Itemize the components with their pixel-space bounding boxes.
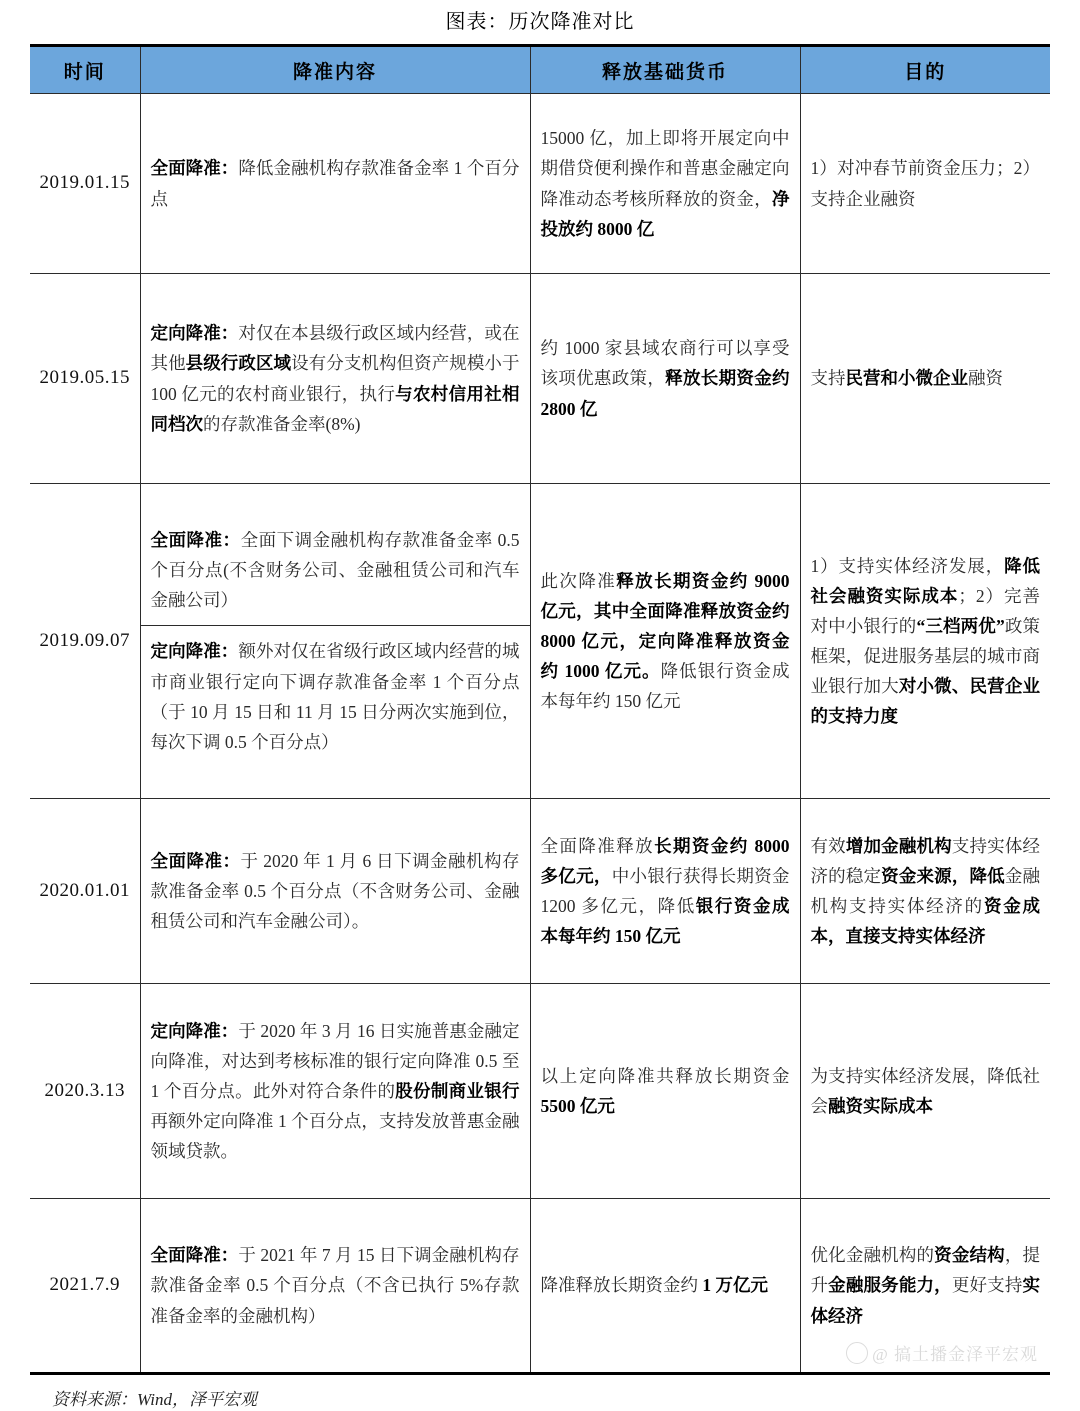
money-text-1: 此次降准 xyxy=(540,570,617,591)
money-highlight: 释放长期资金约 2800 亿 xyxy=(540,368,790,419)
purpose-text-3: 政策框架，促进服务基层的城市商业银行加大 xyxy=(810,615,1041,697)
money-text: 约 1000 家县域农商行可以享受该项优惠政策， xyxy=(540,338,790,389)
reserve-cut-comparison-table xyxy=(30,44,1050,1375)
purpose-text-3: 金融机构支持实体经济的 xyxy=(810,865,1041,916)
purpose-highlight-1: 降低社会融资实际成本 xyxy=(810,555,1041,606)
money-highlight-2: 银行资金成本每年约 150 亿元 xyxy=(540,896,790,947)
content-highlight-2: 与农村信用社相同档次 xyxy=(150,383,520,434)
money-text-2: 中小银行获得长期资金 1200 多亿元，降低 xyxy=(540,865,790,916)
cell-content xyxy=(140,799,530,984)
column-header-time: 时间 xyxy=(30,46,140,94)
money-text-1: 以上定向降准共释放长期资金 xyxy=(540,1065,790,1086)
content-highlight-1: 县级行政区域 xyxy=(185,353,292,374)
cell-time: 2019.01.15 xyxy=(30,94,140,274)
table-row xyxy=(30,1199,1050,1374)
content-text: 于 2020 年 1 月 6 日下调金融机构存款准备金率 0.5 个百分点（不含财务公司、金融租赁公司和汽车金融公司）。 xyxy=(150,850,520,932)
money-highlight-1: 释放长期资金约 9000 亿元，其中全面降准释放资金约 8000 亿元，定向降准释放资金约 1000 亿元。 xyxy=(540,570,790,682)
purpose-highlight-2: “三档两优” xyxy=(916,615,1005,636)
purpose-text-1: 有效 xyxy=(810,835,846,856)
content-prefix: 全面降准： xyxy=(150,158,239,179)
money-highlight: 净投放约 8000 亿 xyxy=(540,188,790,239)
cell-money xyxy=(530,1199,800,1374)
money-highlight-1: 长期资金约 8000 多亿元， xyxy=(540,835,790,886)
column-header-content: 降准内容 xyxy=(140,46,530,94)
cell-content-overall xyxy=(141,515,530,626)
table-row xyxy=(30,984,1050,1199)
money-highlight-1: 5500 亿元 xyxy=(540,1096,615,1116)
content-text: 降低金融机构存款准备金率 1 个百分点 xyxy=(150,158,520,209)
cell-purpose xyxy=(800,984,1050,1199)
column-header-money: 释放基础货币 xyxy=(530,46,800,94)
content-text-a: 于 2020 年 3 月 16 日实施普惠金融定向降准，对达到考核标准的银行定向降准 0.5 至 1 个百分点。此外对符合条件的 xyxy=(150,1020,520,1101)
cell-money xyxy=(530,484,800,799)
nested-row-targeted xyxy=(141,626,530,767)
purpose-highlight-2: 资金来源，降低 xyxy=(881,865,1005,886)
cell-money xyxy=(530,984,800,1199)
cell-content-targeted xyxy=(141,626,530,767)
cell-purpose xyxy=(800,94,1050,274)
cell-time: 2020.3.13 xyxy=(30,984,140,1199)
nested-row-overall xyxy=(141,515,530,626)
content-text-a: 对仅在本县级行政区域内经营，或在其他 xyxy=(150,323,520,374)
cell-time: 2021.7.9 xyxy=(30,1199,140,1374)
source-footnote: 资料来源：Wind，泽平宏观 xyxy=(52,1390,257,1409)
content-text-c: 再额外定向降准 1 个百分点，支持发放普惠金融领域贷款。 xyxy=(150,1111,520,1162)
purpose-text-2: 支持实体经济的稳定 xyxy=(810,835,1041,886)
cell-purpose xyxy=(800,274,1050,484)
purpose-text-1: 优化金融机构的 xyxy=(810,1245,935,1266)
column-header-purpose: 目的 xyxy=(800,46,1050,94)
purpose-text-2: ，提升 xyxy=(810,1245,1041,1296)
cell-content-split xyxy=(140,484,530,799)
purpose-highlight-1: 资金结构 xyxy=(934,1245,1005,1266)
cell-content xyxy=(140,1199,530,1374)
cell-purpose xyxy=(800,1199,1050,1374)
content-prefix: 全面降准： xyxy=(150,850,241,871)
cell-time: 2019.05.15 xyxy=(30,274,140,484)
purpose-highlight-3: 实体经济 xyxy=(810,1275,1041,1326)
cell-money xyxy=(530,94,800,274)
purpose-text-1: 支持 xyxy=(810,368,846,389)
table-body xyxy=(30,94,1050,1374)
cell-purpose xyxy=(800,799,1050,984)
purpose-text-2: 融资 xyxy=(968,368,1003,389)
money-text-2: 降低银行资金成本每年约 150 亿元 xyxy=(540,661,790,712)
cell-time: 2019.09.07 xyxy=(30,484,140,799)
purpose-text-1: 为支持实体经济发展，降低社会 xyxy=(810,1065,1040,1116)
money-text: 15000 亿，加上即将开展定向中期借贷便利操作和普惠金融定向降准动态考核所释放的资金， xyxy=(540,128,790,209)
purpose-highlight-1: 民营和小微企业 xyxy=(845,368,968,389)
table-header xyxy=(30,46,1050,94)
content-text-c: 设有分支机构但资产规模小于 100 亿元的农村商业银行，执行 xyxy=(150,353,520,404)
content-prefix-targeted: 定向降准： xyxy=(150,641,239,662)
purpose-text-2: ；2）完善对中小银行的 xyxy=(810,585,1041,636)
money-text-1: 全面降准释放 xyxy=(540,835,655,856)
cell-content xyxy=(140,984,530,1199)
cell-money xyxy=(530,799,800,984)
header-row xyxy=(30,46,1050,94)
content-highlight: 股份制商业银行 xyxy=(395,1080,520,1101)
purpose-text-1: 1）支持实体经济发展， xyxy=(810,555,1005,576)
cell-content xyxy=(140,274,530,484)
table-row xyxy=(30,274,1050,484)
purpose-text: 1）对冲春节前资金压力；2）支持企业融资 xyxy=(810,158,1040,209)
money-text-1: 降准释放长期资金约 xyxy=(540,1275,703,1296)
purpose-highlight-1: 融资实际成本 xyxy=(828,1096,933,1116)
watermark-text: @ 搞土播金泽平宏观 xyxy=(872,1345,1038,1364)
cell-time: 2020.01.01 xyxy=(30,799,140,984)
purpose-highlight-1: 增加金融机构 xyxy=(845,835,952,856)
purpose-text-3: 更好支持 xyxy=(951,1275,1023,1296)
money-highlight-1: 1 万亿元 xyxy=(702,1275,768,1296)
page-title: 图表：历次降准对比 xyxy=(445,11,635,33)
content-text-d: 的存款准备金率(8%) xyxy=(203,413,361,434)
table-row xyxy=(30,484,1050,799)
purpose-highlight-3: 对小微、民营企业的支持力度 xyxy=(810,676,1041,727)
content-text-targeted: 额外对仅在省级行政区域内经营的城市商业银行定向下调存款准备金率 1 个百分点（于 10 月 15 日和 11 月 15 日分两次实施到位，每次下调 0.5 个百分点） xyxy=(150,641,520,752)
content-prefix: 定向降准： xyxy=(150,1020,239,1041)
purpose-highlight-2: 金融服务能力， xyxy=(828,1275,952,1296)
content-prefix: 定向降准： xyxy=(150,323,239,344)
content-prefix-overall: 全面降准： xyxy=(150,530,241,551)
purpose-highlight-3: 资金成本，直接支持实体经济 xyxy=(810,896,1041,947)
content-text-overall: 全面下调金融机构存款准备金率 0.5 个百分点(不含财务公司、金融租赁公司和汽车金融公司） xyxy=(150,530,520,611)
table-row xyxy=(30,94,1050,274)
cell-purpose xyxy=(800,484,1050,799)
cell-money xyxy=(530,274,800,484)
content-text: 于 2021 年 7 月 15 日下调金融机构存款准备金率 0.5 个百分点（不含已执行 5%存款准备金率的金融机构） xyxy=(150,1245,520,1326)
nested-content-table xyxy=(141,515,530,767)
content-prefix: 全面降准： xyxy=(150,1245,239,1266)
table-row xyxy=(30,799,1050,984)
cell-content xyxy=(140,94,530,274)
